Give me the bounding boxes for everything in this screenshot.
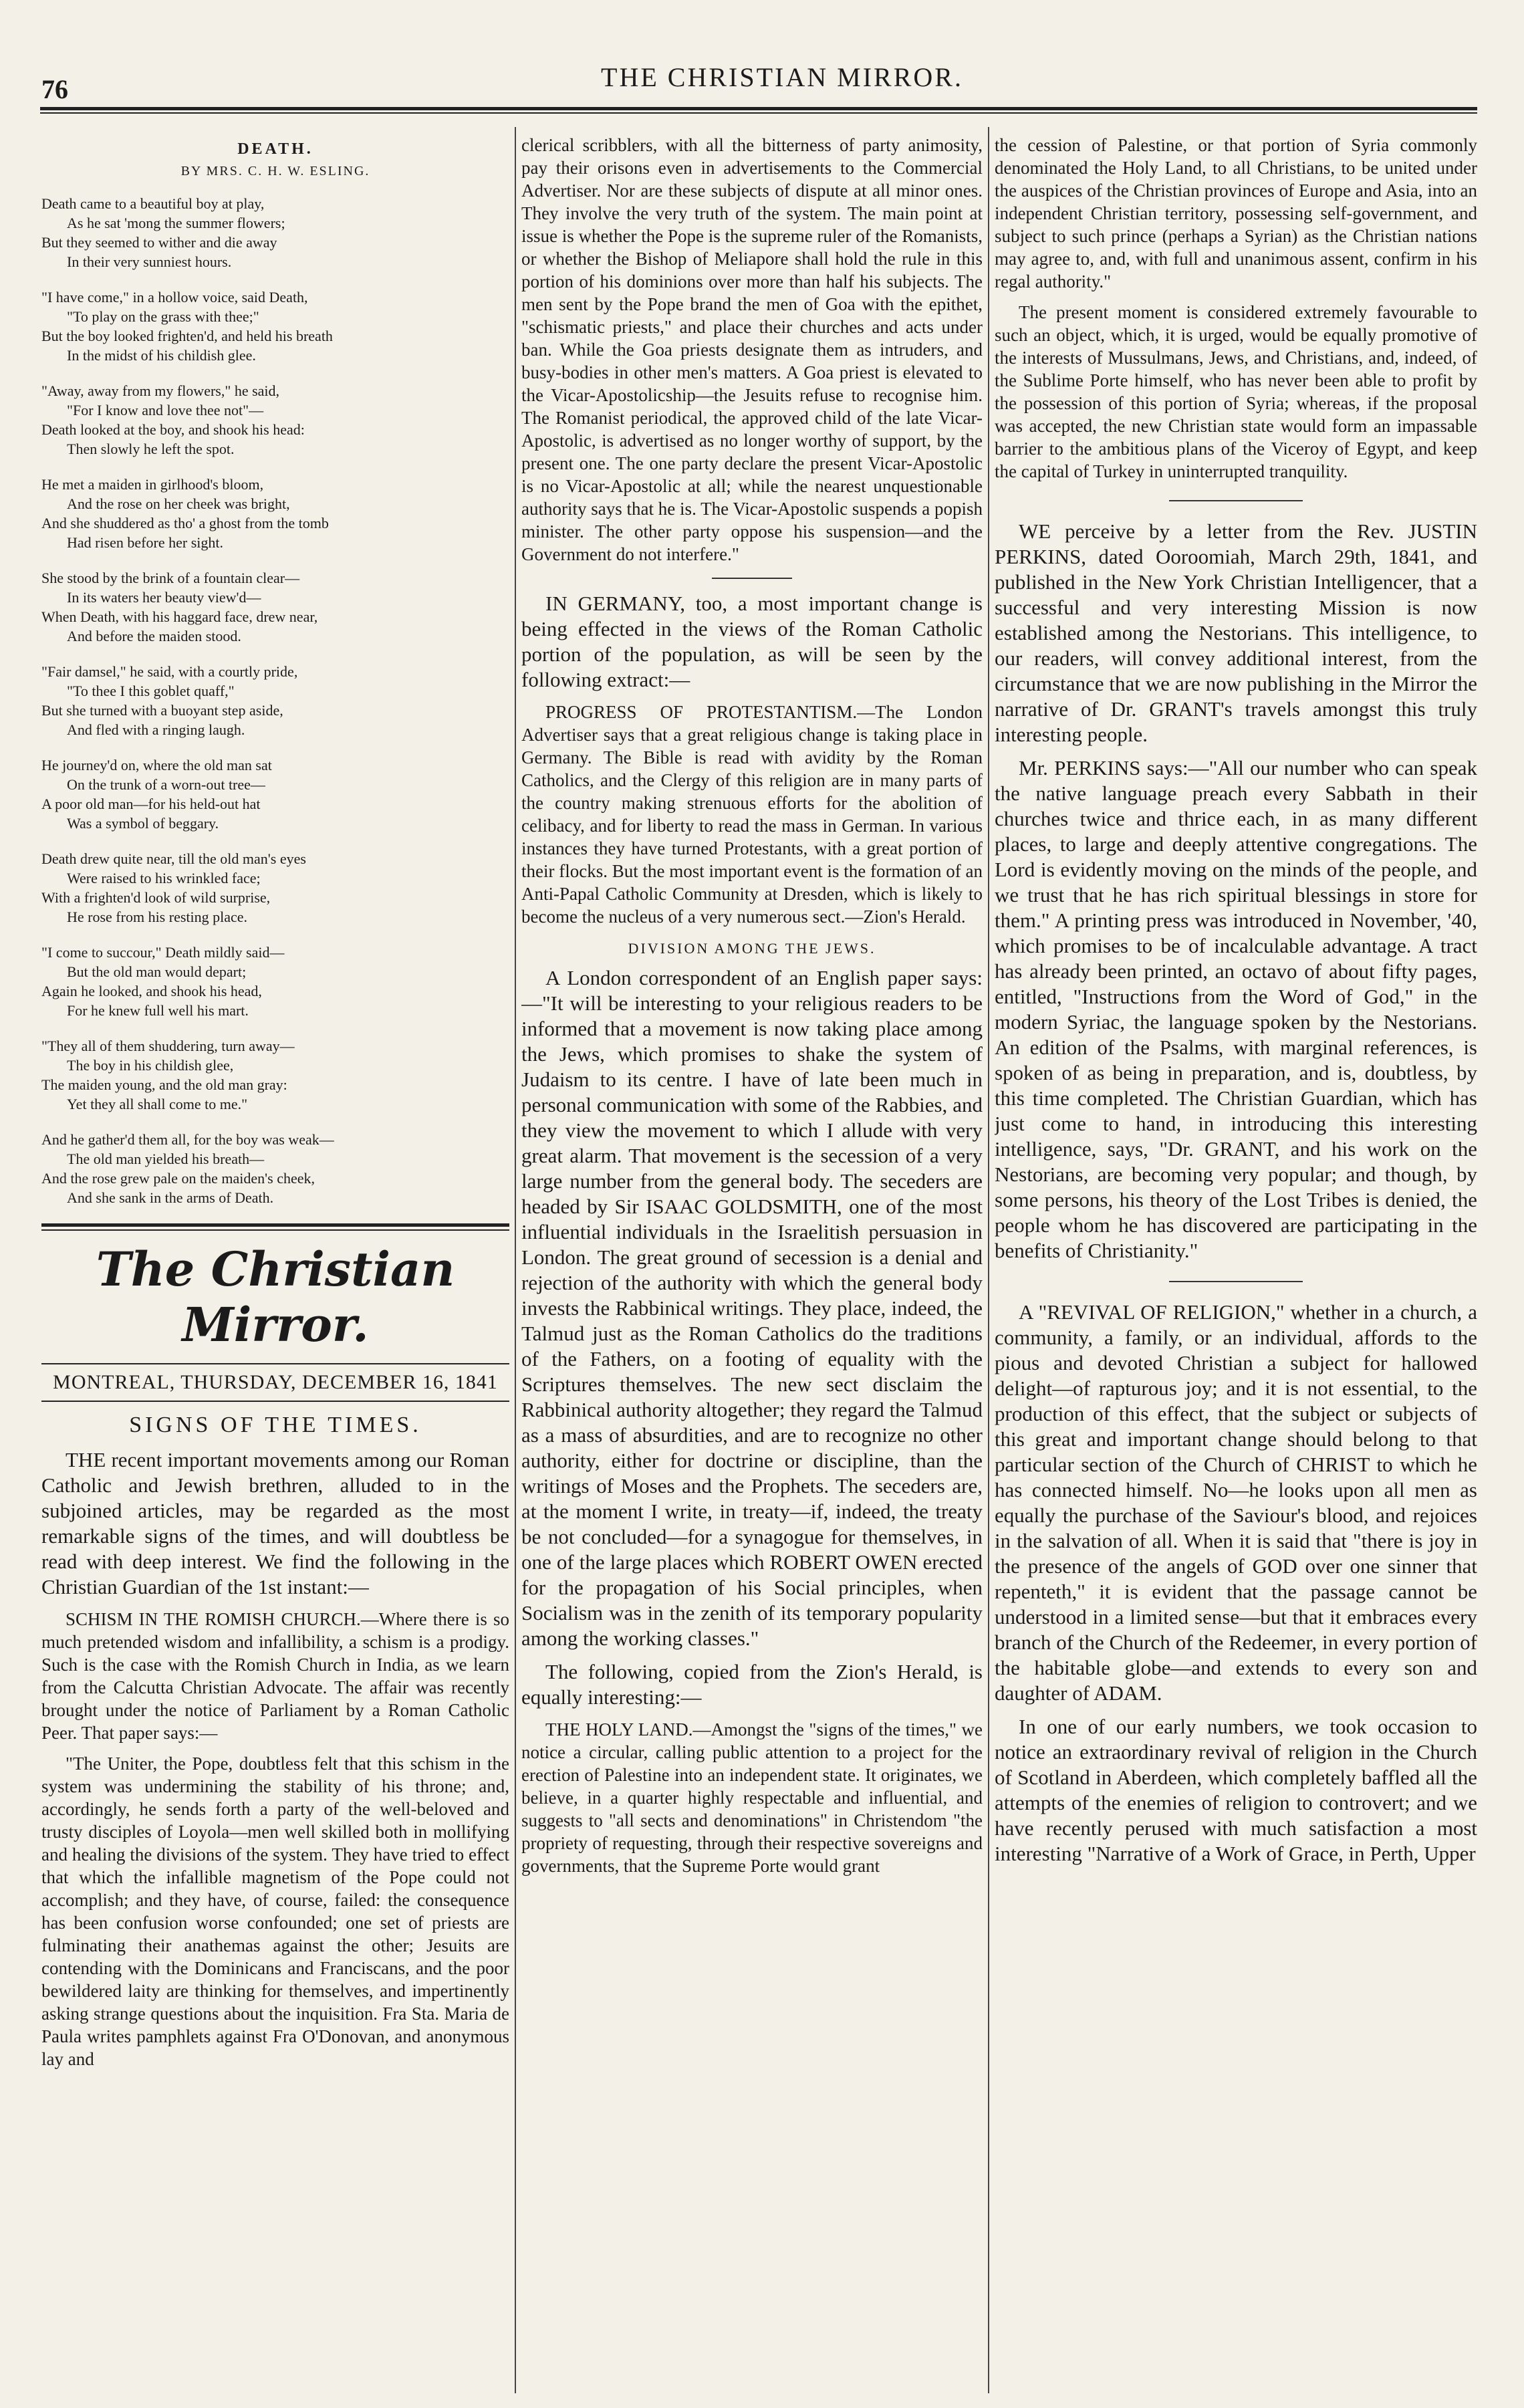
poem-line: And he gather'd them all, for the boy was weak— [41,1131,334,1148]
section-heading: SIGNS OF THE TIMES. [129,1413,422,1437]
article-paragraph: clerical scribblers, with all the bitterness of party animosity, pay their orisons even in advertisements to the Commercial Advertiser. Nor are these subjects of dispute at all minor ones. They involve the very truth of the system. The main point at issue is whether the Pope is the supreme ruler of the Romanists, or whether the Bishop of Meliapore shall hold the rule in this portion of his dominions over more than half his subjects. The men sent by the Pope brand the men of Goa with the epithet, "schismatic priests," and place their churches and acts under ban. While the Goa priests designate them as intruders, and busy-bodies in other men's matters. A Goa priest is elevated to the Vicar-Apostolicship—the Jesuits refuse to recognise him. The Romanist periodical, the approved child of the late Vicar-Apostolic, is advertised as no longer worthy of support, by the present one. The one party declare the present Vicar-Apostolic is no Vicar-Apostolic at all; while the nearest unquestionable authority says that he is. The Vicar-Apostolic suspends a popish minister. The other party oppose his suspension—and the Government do not interfere." [521,135,983,564]
poem-line: He journey'd on, where the old man sat [41,757,272,773]
poem-stanza [41,1036,509,1114]
poem-stanza [41,381,509,459]
poem-line: "They all of them shuddering, turn away— [41,1038,295,1054]
article-paragraph: WE perceive by a letter from the Rev. JUSTIN PERKINS, dated Ooroomiah, March 29th, 1841, and published in the New York Christian Intelligencer, that a successful and very interesting Mission is now established among the Nestorians. This intelligence, to our readers, will convey additional interest, from the circumstance that we are now publishing in the Mirror the narrative of Dr. GRANT's travels amongst this truly interesting people. [995,519,1477,746]
poem-stanza [41,194,509,271]
article-paragraph: THE HOLY LAND.—Amongst the "signs of the times," we notice a circular, calling public attention to a project for the erection of Palestine into an independent state. It originates, we believe, in a quarter highly respectable and influential, and suggests to "all sects and denominations" in Christendom "the propriety of requesting, through their respective sovereigns and governments, that the Supreme Porte would grant [521,1719,983,1876]
article-paragraph: The present moment is considered extremely favourable to such an object, which, it is urged, would be equally promotive of the interests of Mussulmans, Jews, and Christians, and, indeed, of the Sublime Porte himself, who has never been able to profit by the possession of this portion of Syria; whereas, if the proposal was accepted, the new Christian state would form an impassable barrier to the ambitious plans of the Viceroy of Egypt, and keep the capital of Turkey in uninterrupted tranquility. [995,302,1477,481]
poem-line: But she turned with a buoyant step aside, [41,702,283,719]
article-paragraph: A London correspondent of an English paper says:—"It will be interesting to your religious readers to be informed that a movement is now taking place among the Jews, which promises to shake the system of Judaism to its centre. I have of late been much in personal communication with some of the Rabbies, and they view the movement to which I allude with very great alarm. That movement is the secession of a very large number from the general body. The seceders are headed by Sir ISAAC GOLDSMITH, one of the most influential individuals in the Israelitish persuasion in London. The great ground of secession is a denial and rejection of the authority with which the general body invests the Rabbinical writings. They place, indeed, the Talmud just as the Roman Catholics do the traditions of the Fathers, on a footing of equality with the Scriptures themselves. The new sect disclaim the Rabbinical authority altogether; they regard the Talmud as a mass of absurdities, and are to recognize no other authority, either for doctrine or discipline, than the writings of Moses and the Prophets. The seceders are, at the moment I write, in treaty—if, indeed, the treaty be not concluded—for a synagogue for themselves, in one of the large places which ROBERT OWEN erected for the propagation of his Social principles, when Socialism was in the zenith of its temporary popularity among the working classes." [521,966,983,1650]
poem-body [41,194,509,1207]
poem-line: "I come to succour," Death mildly said— [41,944,285,961]
poem-line: And the rose grew pale on the maiden's cheek, [41,1170,315,1187]
article-paragraph: The following, copied from the Zion's Herald, is equally interesting:— [521,1660,983,1709]
poem-line: As he sat 'mong the summer flowers; [67,215,285,231]
separator-rule [1169,1281,1303,1282]
masthead-title: The Christian Mirror. [96,1241,455,1352]
poem-line: But they seemed to wither and die away [41,234,277,251]
article-paragraph: "The Uniter, the Pope, doubtless felt that this schism in the system was undermining the stability of his throne; and, accordingly, he sends forth a party of the well-beloved and trusty disciples of Loyola—men well skilled both in mollifying and healing the divisions of the system. They have tried to effect that which the infallible magnetism of the Pope could not accomplish; and they have, of course, failed: the consequence has been confusion worse confounded; one set of priests are fulminating their anathemas against the other; Jesuits are contending with the Dominicans and Franciscans, and the poor bewildered laity are thinking for themselves, and impertinently asking strange questions about the inquisition. Fra Sta. Maria de Paula writes pamphlets against Fra O'Donovan, and anonymous lay and [41,1754,509,2069]
poem-line: Death came to a beautiful boy at play, [41,195,265,212]
article-paragraph: Mr. PERKINS says:—"All our number who can speak the native language preach every Sabbath in their churches twice and thrice each, in as many different places, to large and deeply attentive congregations. The Lord is evidently moving on the minds of the people, and we trust that he has rich spiritual blessings in store for them." A printing press was introduced in November, '40, which promises to be of incalculable advantage. A tract has already been printed, an octavo of about fifty pages, entitled, "Instructions from the Word of God," in the modern Syriac, the language spoken by the Nestorians. An edition of the Psalms, with marginal references, is spoken of as being in preparation, and is, doubtless, by this time completed. The Christian Guardian, which has just come to hand, in introducing this interesting intelligence, says, "Dr. GRANT, and his work on the Nestorians, are becoming very popular; and though, by some persons, his theory of the Lost Tribes is denied, the people whom he has discovered are participating in the benefits of Christianity." [995,756,1477,1262]
poem-stanza [41,568,509,646]
poem-title: DEATH. [237,140,313,158]
running-title: THE CHRISTIAN MIRROR. [601,62,963,92]
masthead-rule [41,1223,509,1227]
poem-line: "To play on the grass with thee;" [67,308,259,325]
poem-line: With a frighten'd look of wild surprise, [41,889,271,906]
separator-rule [712,578,792,579]
poem-line: But the old man would depart; [67,963,247,980]
poem-line: A poor old man—for his held-out hat [41,796,261,812]
poem-line: And the rose on her cheek was bright, [67,495,290,512]
poem-line: In their very sunniest hours. [67,253,232,270]
poem-line: He met a maiden in girlhood's bloom, [41,476,264,493]
poem-byline: BY MRS. C. H. W. ESLING. [180,164,370,178]
poem-line: For he knew full well his mart. [67,1002,249,1019]
poem-line: He rose from his resting place. [67,909,248,925]
poem-line: In its waters her beauty view'd— [67,589,261,606]
article-paragraph: PROGRESS OF PROTESTANTISM.—The London Advertiser says that a great religious change is taking place in Germany. The Bible is read with avidity by the Roman Catholics, and the Clergy of this religion are in many parts of the country making strenuous efforts for the abolition of celibacy, and for liberty to read the mass in German. In various instances they have turned Protestants, with a great portion of their flocks. But the most important event is the formation of an Anti-Papal Catholic Community at Dresden, which is likely to become the nucleus of a very numerous sect.—Zion's Herald. [521,702,983,927]
poem-stanza [41,755,509,833]
poem-line: "For I know and love thee not"— [67,402,264,418]
poem-stanza [41,943,509,1020]
article-paragraph: SCHISM IN THE ROMISH CHURCH.—Where there is so much pretended wisdom and infallibility, a schism is a prodigy. Such is the case with the Romish Church in India, as we learn from the Calcutta Christian Advocate. The affair was recently brought under the notice of Parliament by a Roman Catholic Peer. That paper says:— [41,1609,509,1743]
poem-stanza [41,475,509,552]
poem-line: On the trunk of a worn-out tree— [67,776,265,793]
column-1 [41,134,509,2393]
column-divider [988,127,989,2393]
poem-line: Death drew quite near, till the old man's eyes [41,850,306,867]
poem-line: And before the maiden stood. [67,628,241,644]
poem-stanza [41,849,509,927]
article-paragraph: IN GERMANY, too, a most important change is being effected in the views of the Roman Catholic portion of the population, as will be seen by the following extract:— [521,592,983,691]
poem-line: "Fair damsel," he said, with a courtly pride, [41,663,298,680]
poem-line: Again he looked, and shook his head, [41,983,262,999]
poem-line: And she sank in the arms of Death. [67,1189,274,1206]
poem-line: Were raised to his wrinkled face; [67,870,261,886]
column-2 [521,134,983,2393]
column-3 [995,134,1477,2393]
article-paragraph: A "REVIVAL OF RELIGION," whether in a church, a community, a family, or an individual, affords to the pious and devoted Christian a subject for hallowed delight—of rapturous joy; and it is not essential, to the production of this effect, that the subject or subjects of this great and important change should belong to that particular section of the Church of CHRIST to which he has connected himself. No—he looks upon all men as equally the purchase of the Saviour's blood, and rejoices in the salvation of all. When it is said that "there is joy in the presence of the angels of GOD over one sinner that repenteth," it is evident that the passage cannot be understood in a limited sense—but that it embraces every branch of the Church of the Redeemer, in every portion of the habitable globe—and extends to every son and daughter of ADAM. [995,1300,1477,1705]
poem-line: And fled with a ringing laugh. [67,721,245,738]
page-number: 76 [41,74,68,104]
poem-line: The maiden young, and the old man gray: [41,1076,287,1093]
poem-line: When Death, with his haggard face, drew near, [41,608,318,625]
poem-line: "To thee I this goblet quaff," [67,683,235,699]
poem-line: "I have come," in a hollow voice, said Death, [41,289,308,306]
poem-line: She stood by the brink of a fountain clear— [41,570,300,586]
section-subheading: DIVISION AMONG THE JEWS. [628,940,876,957]
poem-line: Death looked at the boy, and shook his head: [41,421,305,438]
poem-line: The old man yielded his breath— [67,1151,265,1167]
poem-stanza [41,1130,509,1207]
article-paragraph: In one of our early numbers, we took occasion to notice an extraordinary revival of religion in the Church of Scotland in Aberdeen, which completely baffled all the attempts of the enemies of religion to controvert; and we have recently perused with much satisfaction a most interesting "Narrative of a Work of Grace, in Perth, Upper [995,1715,1477,1865]
header-rule [40,107,1477,110]
separator-rule [1169,500,1303,501]
header-rule-thin [40,112,1477,114]
column-divider [515,127,516,2393]
poem-stanza [41,287,509,365]
poem-line: But the boy looked frighten'd, and held his breath [41,328,333,344]
poem-line: Was a symbol of beggary. [67,815,219,832]
article-paragraph: THE recent important movements among our Roman Catholic and Jewish brethren, alluded to in the subjoined articles, may be regarded as the most remarkable signs of the times, and will doubtless be read with deep interest. We find the following in the Christian Guardian of the 1st instant:— [41,1448,509,1598]
poem-line: The boy in his childish glee, [67,1057,234,1074]
poem-line: Yet they all shall come to me." [67,1096,248,1112]
poem-line: And she shuddered as tho' a ghost from the tomb [41,515,329,531]
article-paragraph: the cession of Palestine, or that portion of Syria commonly denominated the Holy Land, to all Christians, to be united under the auspices of the Christian provinces of Europe and Asia, into an independent Christian territory, possessing self-government, and subject to such prince (perhaps a Syrian) as the Christian nations may agree to, and, with full and unanimous assent, confirm in his regal authority." [995,135,1477,291]
poem-line: Had risen before her sight. [67,534,223,551]
poem-line: Then slowly he left the spot. [67,441,235,457]
poem-stanza [41,662,509,739]
masthead-rule-thin [41,1229,509,1231]
poem-line: In the midst of his childish glee. [67,347,256,364]
dateline: MONTREAL, THURSDAY, DECEMBER 16, 1841 [41,1363,509,1402]
poem-line: "Away, away from my flowers," he said, [41,382,280,399]
